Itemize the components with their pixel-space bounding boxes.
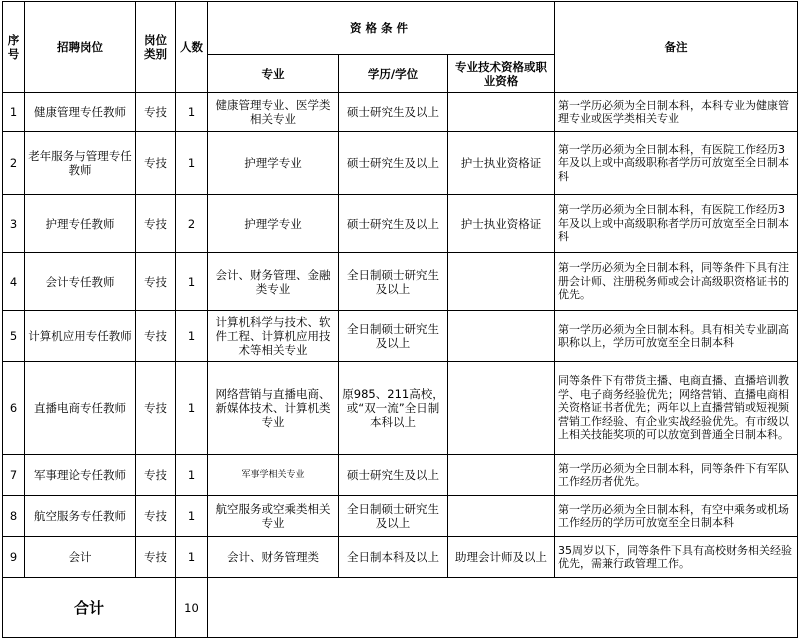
row-certificate: [448, 496, 555, 537]
row-category: 专技: [136, 253, 176, 311]
header-count: 人数: [176, 2, 208, 93]
table-row: [3, 537, 798, 578]
row-major: 军事学相关专业: [208, 455, 339, 496]
row-count: 1: [176, 537, 208, 578]
table-row: [3, 132, 798, 195]
row-category: 专技: [136, 537, 176, 578]
row-position: 老年服务与管理专任教师: [25, 132, 136, 195]
header-qualifications: 资格条件: [208, 2, 555, 55]
row-major: 健康管理专业、医学类相关专业: [208, 93, 339, 132]
recruitment-table: [2, 1, 798, 638]
table-row: [3, 311, 798, 362]
row-degree: 全日制硕士研究生及以上: [339, 253, 448, 311]
row-degree: 硕士研究生及以上: [339, 93, 448, 132]
header-category: 岗位类别: [136, 2, 176, 93]
row-major: 会计、财务管理类: [208, 537, 339, 578]
row-count: 1: [176, 455, 208, 496]
row-major: 会计、财务管理、金融类专业: [208, 253, 339, 311]
row-remarks: 35周岁以下，同等条件下具有高校财务相关经验优先，需兼行政管理工作。: [555, 537, 798, 578]
row-seq: 1: [3, 93, 25, 132]
row-degree: 原985、211高校，或“双一流”全日制本科以上: [339, 362, 448, 455]
total-empty-cell: [208, 578, 798, 638]
row-degree: 全日制硕士研究生及以上: [339, 311, 448, 362]
row-certificate: 护士执业资格证: [448, 132, 555, 195]
header-seq: 序号: [3, 2, 25, 93]
row-seq: 7: [3, 455, 25, 496]
row-position: 会计: [25, 537, 136, 578]
row-count: 1: [176, 93, 208, 132]
row-position: 军事理论专任教师: [25, 455, 136, 496]
row-degree: 硕士研究生及以上: [339, 195, 448, 253]
row-position: 健康管理专任教师: [25, 93, 136, 132]
row-remarks: 第一学历必须为全日制本科，有空中乘务或机场工作经历的学历可放宽至全日制本科: [555, 496, 798, 537]
row-certificate: 助理会计师及以上: [448, 537, 555, 578]
row-count: 1: [176, 253, 208, 311]
table-row: [3, 195, 798, 253]
row-seq: 5: [3, 311, 25, 362]
row-seq: 9: [3, 537, 25, 578]
total-count: 10: [176, 578, 208, 638]
row-major: 网络营销与直播电商、新媒体技术、计算机类专业: [208, 362, 339, 455]
row-certificate: [448, 93, 555, 132]
header-remarks: 备注: [555, 2, 798, 93]
row-count: 1: [176, 496, 208, 537]
row-category: 专技: [136, 311, 176, 362]
row-remarks: 第一学历必须为全日制本科。具有相关专业副高职称以上，学历可放宽至全日制本科: [555, 311, 798, 362]
row-seq: 6: [3, 362, 25, 455]
row-remarks: 第一学历必须为全日制本科，有医院工作经历3年及以上或中高级职称者学历可放宽至全日制本科: [555, 195, 798, 253]
row-seq: 8: [3, 496, 25, 537]
row-major: 计算机科学与技术、软件工程、计算机应用技术等相关专业: [208, 311, 339, 362]
table-row: [3, 496, 798, 537]
row-category: 专技: [136, 362, 176, 455]
row-remarks: 第一学历必须为全日制本科，同等条件下有军队工作经历者优先。: [555, 455, 798, 496]
row-category: 专技: [136, 195, 176, 253]
row-count: 1: [176, 362, 208, 455]
total-row: [3, 578, 798, 638]
row-remarks: 第一学历必须为全日制本科，有医院工作经历3年及以上或中高级职称者学历可放宽至全日制本科: [555, 132, 798, 195]
header-position: 招聘岗位: [25, 2, 136, 93]
row-count: 1: [176, 132, 208, 195]
row-seq: 3: [3, 195, 25, 253]
row-position: 航空服务专任教师: [25, 496, 136, 537]
row-degree: 全日制硕士研究生及以上: [339, 496, 448, 537]
header-certificate: 专业技术资格或职业资格: [448, 55, 555, 93]
header-major: 专业: [208, 55, 339, 93]
row-seq: 4: [3, 253, 25, 311]
row-count: 2: [176, 195, 208, 253]
row-seq: 2: [3, 132, 25, 195]
row-category: 专技: [136, 132, 176, 195]
row-position: 护理专任教师: [25, 195, 136, 253]
table-row: [3, 93, 798, 132]
row-position: 计算机应用专任教师: [25, 311, 136, 362]
row-category: 专技: [136, 496, 176, 537]
row-certificate: [448, 362, 555, 455]
row-certificate: [448, 253, 555, 311]
row-degree: 硕士研究生及以上: [339, 455, 448, 496]
row-certificate: [448, 455, 555, 496]
row-category: 专技: [136, 93, 176, 132]
row-category: 专技: [136, 455, 176, 496]
table-row: [3, 253, 798, 311]
row-remarks: 第一学历必须为全日制本科，本科专业为健康管理专业或医学类相关专业: [555, 93, 798, 132]
total-label: 合计: [3, 578, 176, 638]
header-degree: 学历/学位: [339, 55, 448, 93]
table-row: [3, 362, 798, 455]
row-certificate: 护士执业资格证: [448, 195, 555, 253]
row-degree: 全日制本科及以上: [339, 537, 448, 578]
row-major: 护理学专业: [208, 195, 339, 253]
row-count: 1: [176, 311, 208, 362]
row-major: 航空服务或空乘类相关专业: [208, 496, 339, 537]
row-remarks: 同等条件下有带货主播、电商直播、直播培训教学、电子商务经验优先；网络营销、直播电商相关资格证书者优先；两年以上直播营销或短视频营销工作经验、有企业实战经验优先。有市级以上相关技能奖项的可以放宽到普通全日制本科。: [555, 362, 798, 455]
row-position: 直播电商专任教师: [25, 362, 136, 455]
row-remarks: 第一学历必须为全日制本科，同等条件下具有注册会计师、注册税务师或会计高级职资格证书的优先。: [555, 253, 798, 311]
row-major: 护理学专业: [208, 132, 339, 195]
row-degree: 硕士研究生及以上: [339, 132, 448, 195]
row-position: 会计专任教师: [25, 253, 136, 311]
table-row: [3, 455, 798, 496]
row-certificate: [448, 311, 555, 362]
